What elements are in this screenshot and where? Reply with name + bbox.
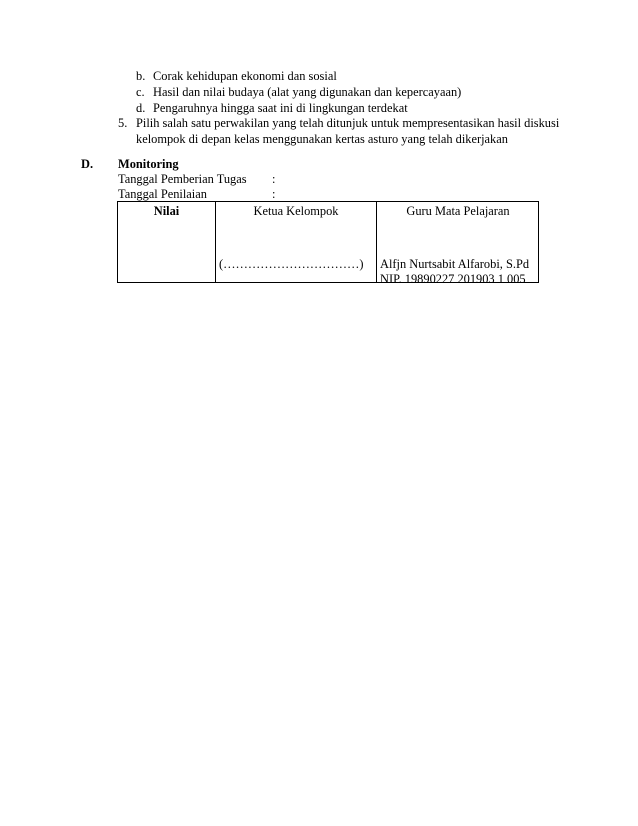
list-marker-5: 5. — [118, 116, 128, 130]
header-guru-mata-pelajaran: Guru Mata Pelajaran — [406, 204, 510, 218]
header-nilai: Nilai — [153, 204, 180, 218]
list-item-d-text: Pengaruhnya hingga saat ini di lingkungan terdekat — [153, 101, 408, 115]
header-ketua-kelompok: Ketua Kelompok — [253, 204, 339, 218]
list-item-5-line1: Pilih salah satu perwakilan yang telah ditunjuk untuk mempresentasikan hasil diskusi — [136, 116, 560, 130]
list-marker-c: c. — [136, 85, 145, 99]
list-marker-b: b. — [136, 69, 146, 83]
field-tanggal-penilaian-colon: : — [272, 187, 276, 201]
list-item-b-text: Corak kehidupan ekonomi dan sosial — [153, 69, 337, 83]
ketua-signature-line: (……………………………) — [219, 257, 364, 271]
list-item-c-text: Hasil dan nilai budaya (alat yang digunakan dan kepercayaan) — [153, 85, 462, 99]
guru-nip: NIP. 19890227 201903 1 005 — [380, 272, 526, 286]
monitoring-table — [117, 201, 539, 286]
field-tanggal-pemberian-colon: : — [272, 172, 276, 186]
field-tanggal-pemberian-label: Tanggal Pemberian Tugas — [118, 172, 247, 186]
list-marker-d: d. — [136, 101, 146, 115]
field-tanggal-penilaian-label: Tanggal Penilaian — [118, 187, 207, 201]
section-d-title: Monitoring — [118, 157, 179, 171]
section-d-marker: D. — [81, 157, 94, 171]
list-item-5-line2: kelompok di depan kelas menggunakan kertas asturo yang telah dikerjakan — [136, 132, 508, 146]
guru-name: Alfjn Nurtsabit Alfarobi, S.Pd — [380, 257, 530, 271]
